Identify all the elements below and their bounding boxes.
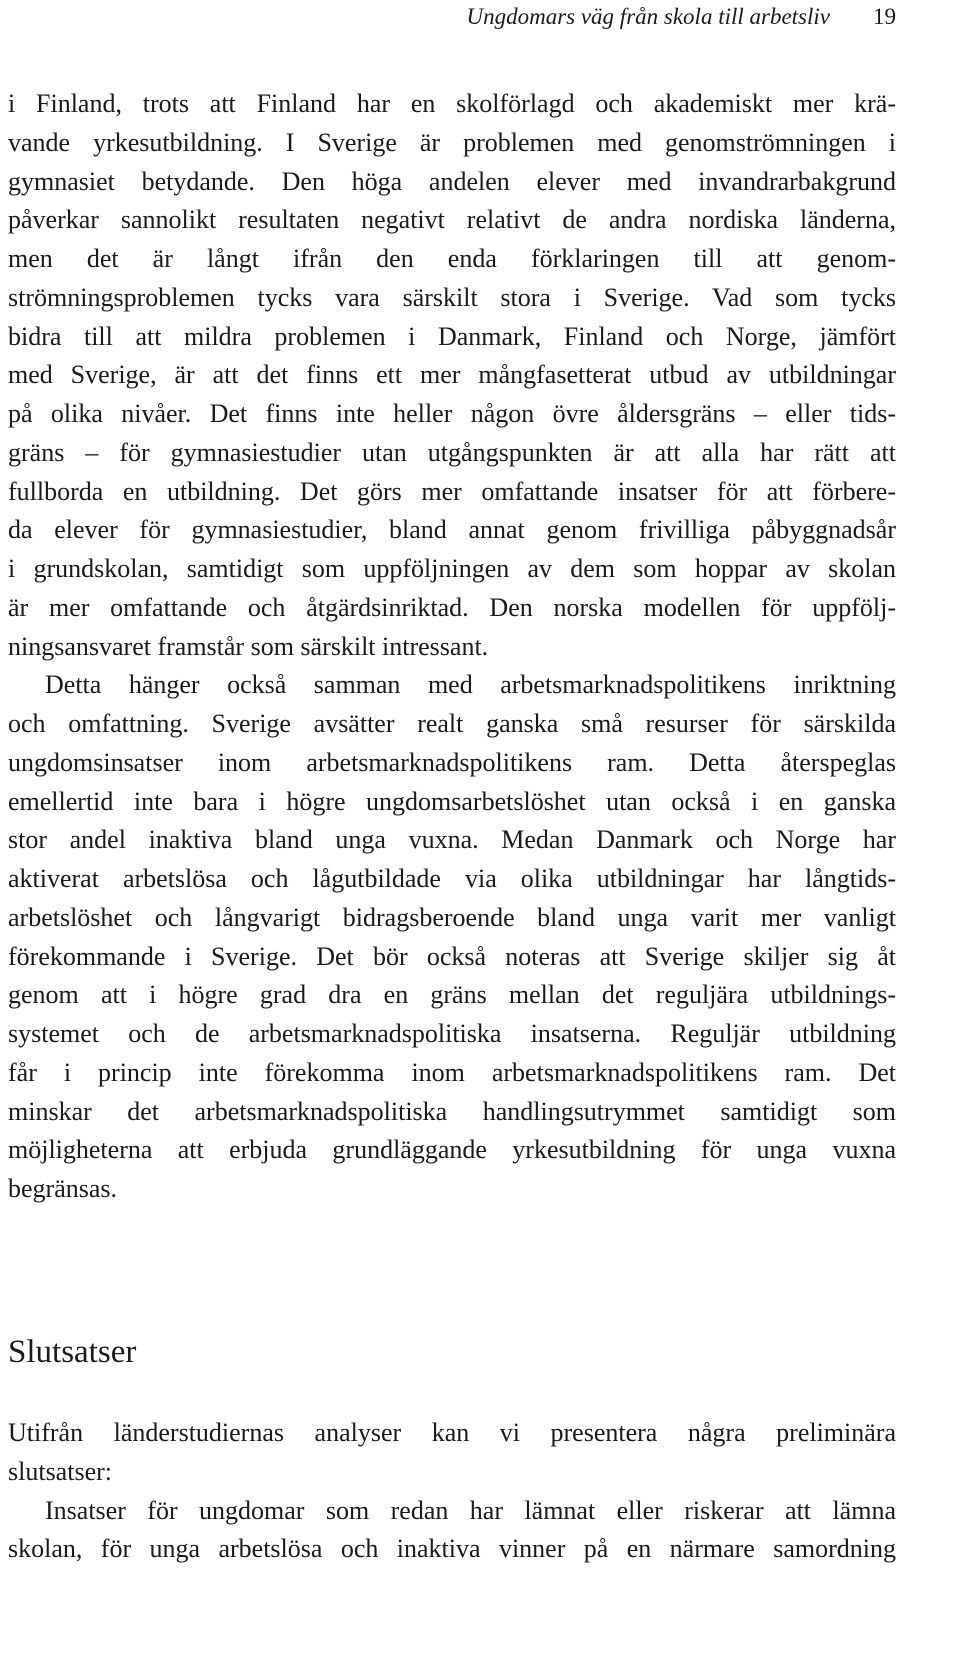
text-line: förekommande i Sverige. Det bör också noteras att Sverige skiljer sig åt [8,941,896,971]
text-line: Utifrån länderstudiernas analyser kan vi presentera några preliminära [8,1418,896,1447]
text-line: fullborda en utbildning. Det görs mer omfattande insatser för att förbere- [8,476,896,506]
text-line: aktiverat arbetslösa och lågutbildade via olika utbildningar har långtids- [8,864,896,893]
running-header [8,2,896,32]
text-line: och omfattning. Sverige avsätter realt ganska små resurser för särskilda [8,709,896,738]
paragraph [8,1492,896,1570]
text-line: möjligheterna att erbjuda grundläggande yrkesutbildning för unga vuxna [8,1135,896,1165]
text-line: är mer omfattande och åtgärdsinriktad. Den norska modellen för uppfölj- [8,592,896,622]
text-line: genom att i högre grad dra en gräns mellan det reguljära utbildnings- [8,980,896,1010]
text-line: strömningsproblemen tycks vara särskilt stora i Sverige. Vad som tycks [8,282,896,312]
running-title: Ungdomars väg från skola till arbetsliv [466,4,830,29]
text-line: men det är långt ifrån den enda förklaringen till att genom- [8,244,896,273]
text-line: påverkar sannolikt resultaten negativt relativt de andra nordiska länderna, [8,205,896,235]
text-line: får i princip inte förekomma inom arbetsmarknadspolitikens ram. Det [8,1057,896,1087]
text-line: arbetslöshet och långvarigt bidragsberoende bland unga varit mer vanligt [8,902,896,932]
text-line: stor andel inaktiva bland unga vuxna. Medan Danmark och Norge har [8,825,896,855]
text-line: bidra till att mildra problemen i Danmark, Finland och Norge, jämfört [8,321,896,351]
text-line: gräns – för gymnasiestudier utan utgångspunkten är att alla har rätt att [8,437,896,467]
paragraph [8,666,896,1209]
text-line: da elever för gymnasiestudier, bland annat genom frivilliga påbyggnadsår [8,515,896,545]
page-number: 19 [873,4,896,29]
text-line: begränsas. [8,1174,118,1203]
section-heading: Slutsatser [8,1334,137,1370]
paragraph [8,85,896,666]
body-text [8,85,896,1209]
text-line: i Finland, trots att Finland har en skolförlagd och akademiskt mer krä- [8,89,896,118]
text-line: ningsansvaret framstår som särskilt intressant. [8,631,489,661]
text-line: skolan, för unga arbetslösa och inaktiva vinner på en närmare samordning [8,1534,896,1564]
text-line: Detta hänger också samman med arbetsmarknadspolitikens inriktning [45,670,896,700]
paragraph [8,1414,896,1492]
text-line: vande yrkesutbildning. I Sverige är problemen med genomströmningen i [8,127,896,157]
text-line: Insatser för ungdomar som redan har lämnat eller riskerar att lämna [45,1495,896,1525]
text-line: i grundskolan, samtidigt som uppföljningen av dem som hoppar av skolan [8,554,896,583]
text-line: systemet och de arbetsmarknadspolitiska insatserna. Reguljär utbildning [8,1019,896,1048]
text-line: emellertid inte bara i högre ungdomsarbetslöshet utan också i en ganska [8,786,896,816]
text-line: minskar det arbetsmarknadspolitiska handlingsutrymmet samtidigt som [8,1096,896,1126]
text-line: gymnasiet betydande. Den höga andelen elever med invandrarbakgrund [8,166,896,196]
text-line: med Sverige, är att det finns ett mer mångfasetterat utbud av utbildningar [8,360,896,390]
text-line: ungdomsinsatser inom arbetsmarknadspolitikens ram. Detta återspeglas [8,747,896,777]
text-line: på olika nivåer. Det finns inte heller någon övre åldersgräns – eller tids- [8,399,896,428]
section-body [8,1414,896,1569]
text-line: slutsatser: [8,1456,112,1486]
